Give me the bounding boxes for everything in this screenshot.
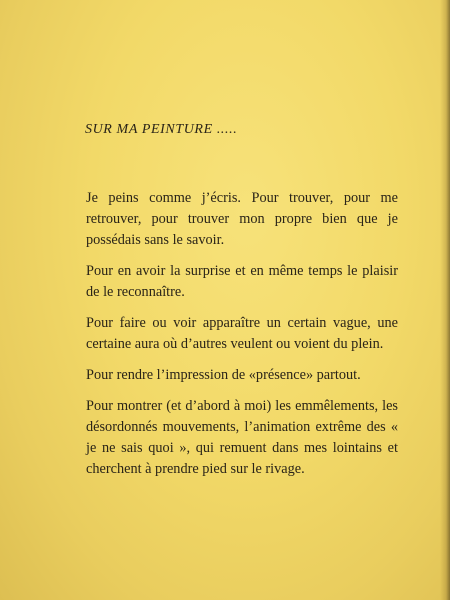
body-text: [86, 188, 398, 490]
paragraph-5: Pour montrer (et d’abord à moi) les emmêlements, les désordonnés mouvements, l’animation extrême des « je ne sais quoi », qui remuent dans mes lointains et cherchent à prendre pied sur le rivage.: [86, 398, 398, 477]
paragraph-2: Pour en avoir la surprise et en même temps le plaisir de le reconnaître.: [86, 263, 398, 300]
page-title: SUR MA PEINTURE .....: [85, 122, 238, 137]
paragraph-4: Pour rendre l’impression de «présence» partout.: [86, 367, 361, 383]
paragraph-3: Pour faire ou voir apparaître un certain vague, une certaine aura où d’autres veulent ou voient du plein.: [86, 315, 398, 352]
paragraph-1: Je peins comme j’écris. Pour trouver, pour me retrouver, pour trouver mon propre bien que je possédais sans le savoir.: [86, 190, 398, 248]
page-edge-shadow: [440, 0, 450, 600]
